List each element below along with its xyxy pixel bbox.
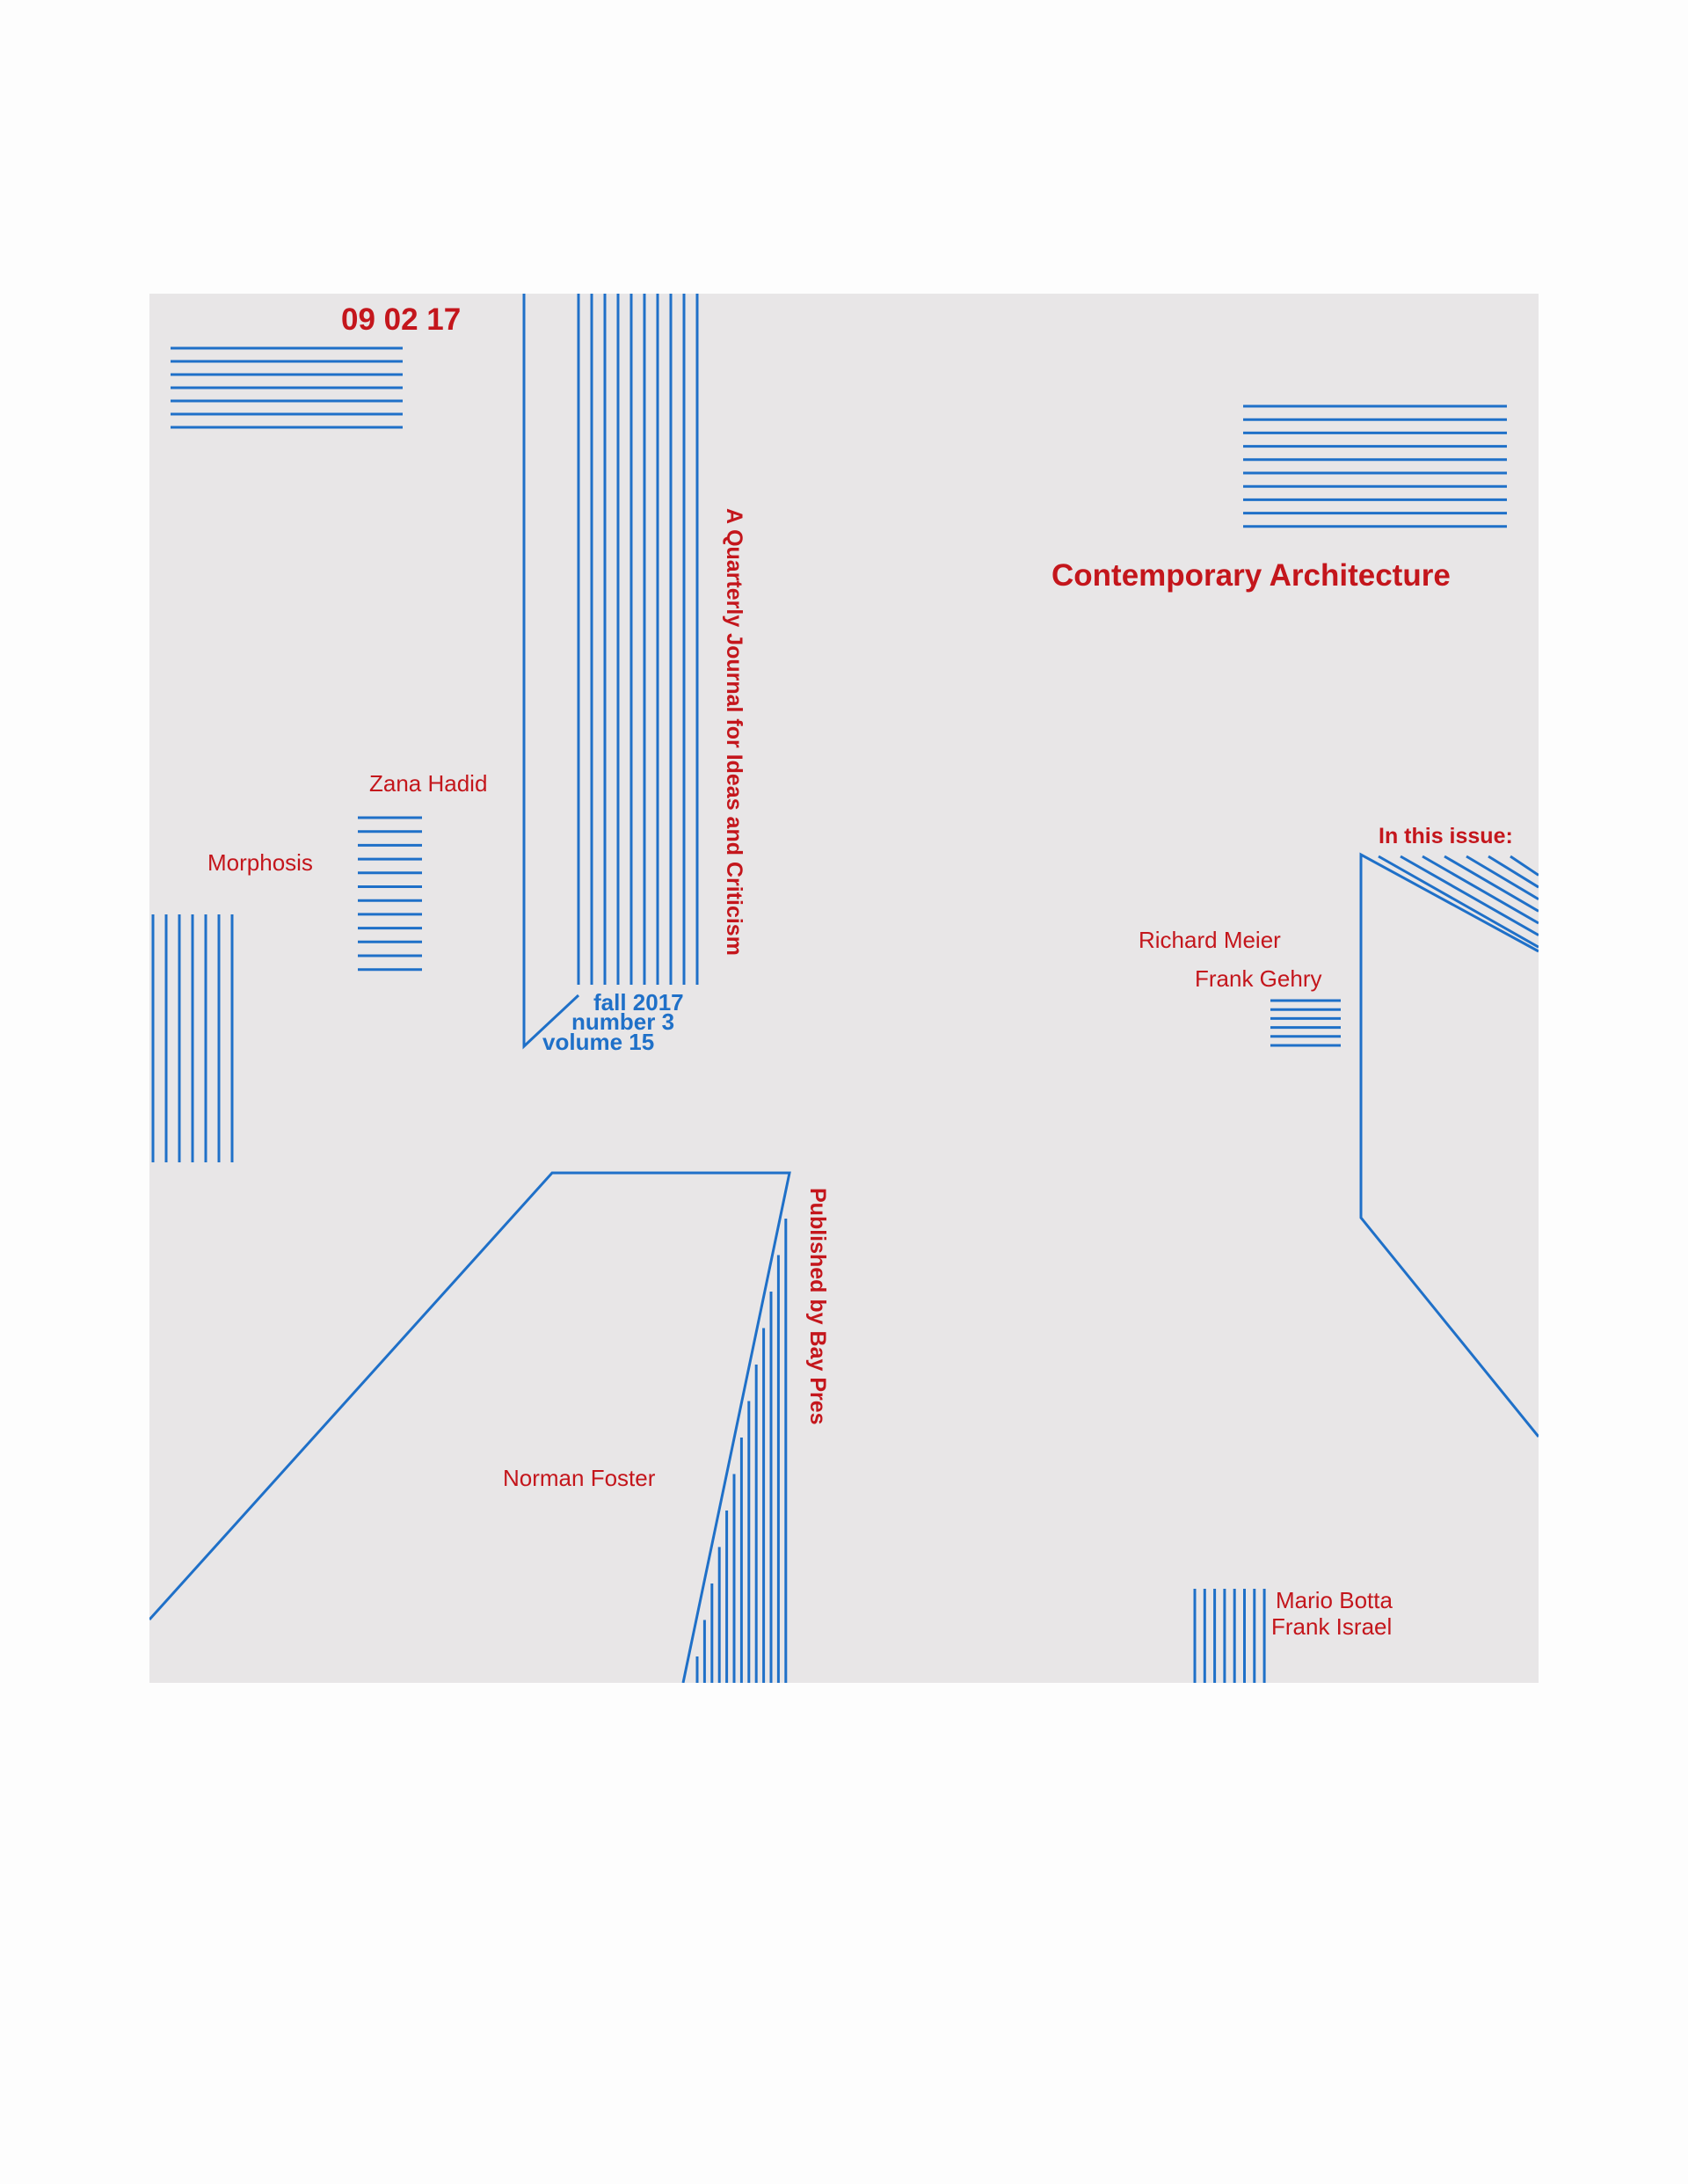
name-mario-botta: Mario Botta [1276,1587,1393,1613]
in-this-issue-label: In this issue: [1379,824,1513,848]
name-zana-hadid: Zana Hadid [369,770,488,797]
issue-volume: volume 15 [542,1029,655,1055]
name-frank-israel: Frank Israel [1271,1613,1393,1640]
name-norman-foster: Norman Foster [503,1465,656,1491]
hatch-right [1488,856,1539,887]
hatch-right [1466,856,1539,899]
name-morphosis: Morphosis [207,849,313,876]
trapezoid-outline [149,1173,789,1683]
name-richard-meier: Richard Meier [1139,927,1281,953]
issue-date: 09 02 17 [341,302,462,337]
hatch-right [1379,856,1539,947]
issue-number: number 3 [571,1008,675,1035]
journal-title: Contemporary Architecture [1051,558,1451,593]
name-frank-gehry: Frank Gehry [1195,965,1322,992]
journal-subtitle: A Quarterly Journal for Ideas and Criticism [722,508,746,956]
hatch-right [1401,856,1539,935]
publisher: Published by Bay Pres [805,1188,830,1425]
issue-season: fall 2017 [593,989,684,1016]
magazine-cover [149,294,1539,1683]
right-outline [1361,855,1539,1437]
cover-line-art [149,294,1539,1683]
column-outline [524,294,578,1046]
